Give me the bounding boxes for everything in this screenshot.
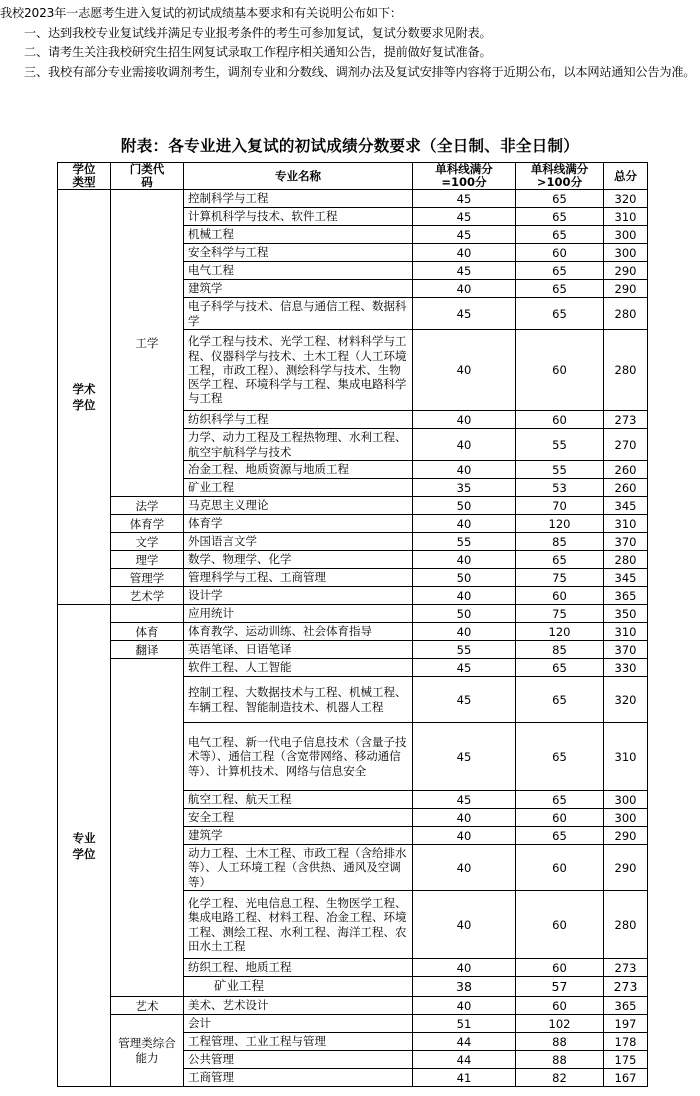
major-name: 公共管理	[184, 1051, 413, 1069]
table-row	[58, 190, 648, 208]
single-100: 55	[413, 641, 516, 659]
table-row	[58, 551, 648, 569]
total: 320	[604, 190, 648, 208]
major-name: 化学工程、光电信息工程、生物医学工程、集成电路工程、材料工程、冶金工程、环境工程、测绘工程、水利工程、海洋工程、农田水土工程	[184, 891, 413, 959]
major-name: 动力工程、土木工程、市政工程（含给排水等）、人工环境工程（含供热、通风及空调等）	[184, 845, 413, 891]
category-literature: 文学	[111, 533, 184, 551]
category-pe: 体育学	[111, 515, 184, 533]
single-gt100: 65	[516, 280, 604, 298]
single-100: 45	[413, 298, 516, 330]
total: 167	[604, 1069, 648, 1087]
table-row	[58, 515, 648, 533]
single-100: 35	[413, 479, 516, 497]
major-name: 马克思主义理论	[184, 497, 413, 515]
total: 300	[604, 809, 648, 827]
total: 345	[604, 497, 648, 515]
degree-professional: 专业学位	[58, 605, 111, 1087]
major-name: 工程管理、工业工程与管理	[184, 1033, 413, 1051]
total: 300	[604, 244, 648, 262]
major-name: 控制工程、大数据技术与工程、机械工程、车辆工程、智能制造技术、机器人工程	[184, 677, 413, 723]
total: 310	[604, 208, 648, 226]
single-gt100: 88	[516, 1033, 604, 1051]
single-100: 51	[413, 1015, 516, 1033]
category-translation: 翻译	[111, 641, 184, 659]
single-gt100: 60	[516, 411, 604, 429]
major-name: 力学、动力工程及工程热物理、水利工程、航空宇航科学与技术	[184, 429, 413, 461]
single-gt100: 55	[516, 461, 604, 479]
category-engineering: 工学	[111, 190, 184, 497]
total: 350	[604, 605, 648, 623]
single-gt100: 65	[516, 677, 604, 723]
total: 290	[604, 262, 648, 280]
single-100: 40	[413, 587, 516, 605]
single-100: 45	[413, 677, 516, 723]
total: 290	[604, 827, 648, 845]
total: 197	[604, 1015, 648, 1033]
single-gt100: 120	[516, 515, 604, 533]
major-name: 软件工程、人工智能	[184, 659, 413, 677]
single-100: 50	[413, 569, 516, 587]
table-row	[58, 569, 648, 587]
table-row	[58, 605, 648, 623]
single-gt100: 65	[516, 791, 604, 809]
table-row	[58, 533, 648, 551]
single-gt100: 65	[516, 827, 604, 845]
single-gt100: 82	[516, 1069, 604, 1087]
total: 280	[604, 891, 648, 959]
total: 370	[604, 533, 648, 551]
major-name: 电气工程、新一代电子信息技术（含量子技术等）、通信工程（含宽带网络、移动通信等）、计算机技术、网络与信息安全	[184, 723, 413, 791]
single-100: 40	[413, 244, 516, 262]
total: 365	[604, 587, 648, 605]
table-row	[58, 997, 648, 1015]
total: 280	[604, 551, 648, 569]
single-gt100: 60	[516, 809, 604, 827]
single-100: 40	[413, 461, 516, 479]
single-100: 40	[413, 551, 516, 569]
major-name: 航空工程、航天工程	[184, 791, 413, 809]
major-name: 计算机科学与技术、软件工程	[184, 208, 413, 226]
single-100: 45	[413, 208, 516, 226]
table-row	[58, 659, 648, 677]
major-name: 化学工程与技术、光学工程、材料科学与工程、仪器科学与技术、土木工程（人工环境工程，市政工程）、测绘科学与技术、生物医学工程、环境科学与工程、集成电路科学与工程	[184, 330, 413, 411]
category-empty	[111, 605, 184, 623]
table-row	[58, 623, 648, 641]
major-name: 矿业工程	[184, 977, 413, 997]
single-gt100: 65	[516, 226, 604, 244]
header-major: 专业名称	[184, 163, 413, 190]
single-100: 40	[413, 959, 516, 977]
single-gt100: 102	[516, 1015, 604, 1033]
table-row	[58, 497, 648, 515]
major-name: 建筑学	[184, 827, 413, 845]
single-gt100: 53	[516, 479, 604, 497]
total: 260	[604, 479, 648, 497]
major-name: 安全工程	[184, 809, 413, 827]
single-100: 40	[413, 997, 516, 1015]
total: 310	[604, 723, 648, 791]
table-row	[58, 1015, 648, 1033]
total: 310	[604, 623, 648, 641]
single-gt100: 120	[516, 623, 604, 641]
category-art: 艺术学	[111, 587, 184, 605]
single-100: 45	[413, 262, 516, 280]
header-single-gt100: 单科线满分>100分	[516, 163, 604, 190]
category-art: 艺术	[111, 997, 184, 1015]
intro-text	[0, 4, 698, 82]
table-row	[58, 587, 648, 605]
single-gt100: 65	[516, 298, 604, 330]
single-100: 40	[413, 280, 516, 298]
single-100: 40	[413, 827, 516, 845]
header-degree: 学位类型	[58, 163, 111, 190]
single-gt100: 60	[516, 244, 604, 262]
total: 345	[604, 569, 648, 587]
major-name: 英语笔译、日语笔译	[184, 641, 413, 659]
category-management-comprehensive: 管理类综合能力	[111, 1015, 184, 1087]
single-gt100: 65	[516, 208, 604, 226]
single-100: 45	[413, 791, 516, 809]
single-100: 44	[413, 1033, 516, 1051]
total: 280	[604, 330, 648, 411]
category-science: 理学	[111, 551, 184, 569]
single-gt100: 88	[516, 1051, 604, 1069]
intro-item-3: 三、我校有部分专业需接收调剂考生，调剂专业和分数线、调剂办法及复试安排等内容将于近期公布，以本网站通知公告为准。	[24, 64, 696, 79]
major-name: 纺织科学与工程	[184, 411, 413, 429]
single-100: 45	[413, 723, 516, 791]
total: 365	[604, 997, 648, 1015]
table-row	[58, 641, 648, 659]
single-100: 41	[413, 1069, 516, 1087]
single-gt100: 60	[516, 845, 604, 891]
header-single-100: 单科线满分=100分	[413, 163, 516, 190]
header-total: 总分	[604, 163, 648, 190]
single-gt100: 85	[516, 641, 604, 659]
major-name: 电子科学与技术、信息与通信工程、数据科学	[184, 298, 413, 330]
single-100: 44	[413, 1051, 516, 1069]
major-name: 应用统计	[184, 605, 413, 623]
major-name: 设计学	[184, 587, 413, 605]
total: 260	[604, 461, 648, 479]
header-category: 门类代码	[111, 163, 184, 190]
single-gt100: 55	[516, 429, 604, 461]
single-gt100: 65	[516, 262, 604, 280]
single-100: 40	[413, 891, 516, 959]
single-100: 50	[413, 497, 516, 515]
total: 300	[604, 791, 648, 809]
single-100: 40	[413, 845, 516, 891]
total: 320	[604, 677, 648, 723]
single-gt100: 60	[516, 587, 604, 605]
major-name: 会计	[184, 1015, 413, 1033]
single-100: 40	[413, 515, 516, 533]
total: 290	[604, 845, 648, 891]
single-100: 45	[413, 190, 516, 208]
major-name: 冶金工程、地质资源与地质工程	[184, 461, 413, 479]
major-name: 外国语言文学	[184, 533, 413, 551]
total: 300	[604, 226, 648, 244]
single-100: 55	[413, 533, 516, 551]
total: 175	[604, 1051, 648, 1069]
major-name: 矿业工程	[184, 479, 413, 497]
single-100: 45	[413, 226, 516, 244]
major-name: 美术、艺术设计	[184, 997, 413, 1015]
major-name: 控制科学与工程	[184, 190, 413, 208]
single-gt100: 60	[516, 330, 604, 411]
major-name: 机械工程	[184, 226, 413, 244]
major-name: 安全科学与工程	[184, 244, 413, 262]
major-name: 纺织工程、地质工程	[184, 959, 413, 977]
major-name: 数学、物理学、化学	[184, 551, 413, 569]
total: 273	[604, 977, 648, 997]
major-name: 管理科学与工程、工商管理	[184, 569, 413, 587]
single-gt100: 57	[516, 977, 604, 997]
single-gt100: 75	[516, 605, 604, 623]
total: 310	[604, 515, 648, 533]
single-100: 40	[413, 623, 516, 641]
intro-item-1: 一、达到我校专业复试线并满足专业报考条件的考生可参加复试，复试分数要求见附表。	[24, 25, 492, 40]
intro-heading: 我校2023年一志愿考生进入复试的初试成绩基本要求和有关说明公布如下：	[0, 6, 402, 20]
single-100: 38	[413, 977, 516, 997]
total: 270	[604, 429, 648, 461]
category-pe: 体育	[111, 623, 184, 641]
degree-academic: 学术学位	[58, 190, 111, 605]
table-header-row	[58, 163, 648, 190]
single-gt100: 85	[516, 533, 604, 551]
total: 273	[604, 959, 648, 977]
single-gt100: 60	[516, 997, 604, 1015]
category-law: 法学	[111, 497, 184, 515]
single-gt100: 65	[516, 723, 604, 791]
total: 330	[604, 659, 648, 677]
major-name: 体育教学、运动训练、社会体育指导	[184, 623, 413, 641]
category-management: 管理学	[111, 569, 184, 587]
single-gt100: 70	[516, 497, 604, 515]
single-100: 40	[413, 429, 516, 461]
single-gt100: 75	[516, 569, 604, 587]
total: 370	[604, 641, 648, 659]
total: 178	[604, 1033, 648, 1051]
single-100: 40	[413, 809, 516, 827]
table-title: 附表：各专业进入复试的初试成绩分数要求（全日制、非全日制）	[120, 137, 580, 155]
total: 290	[604, 280, 648, 298]
major-name: 电气工程	[184, 262, 413, 280]
single-100: 50	[413, 605, 516, 623]
major-name: 工商管理	[184, 1069, 413, 1087]
single-100: 45	[413, 659, 516, 677]
major-name: 建筑学	[184, 280, 413, 298]
intro-item-2: 二、请考生关注我校研究生招生网复试录取工作程序相关通知公告，提前做好复试准备。	[24, 45, 492, 60]
total: 273	[604, 411, 648, 429]
score-table	[57, 162, 648, 1087]
single-100: 40	[413, 330, 516, 411]
single-gt100: 60	[516, 959, 604, 977]
single-100: 40	[413, 411, 516, 429]
total: 280	[604, 298, 648, 330]
major-name: 体育学	[184, 515, 413, 533]
single-gt100: 60	[516, 891, 604, 959]
single-gt100: 65	[516, 659, 604, 677]
single-gt100: 65	[516, 190, 604, 208]
single-gt100: 65	[516, 551, 604, 569]
category-empty	[111, 659, 184, 997]
